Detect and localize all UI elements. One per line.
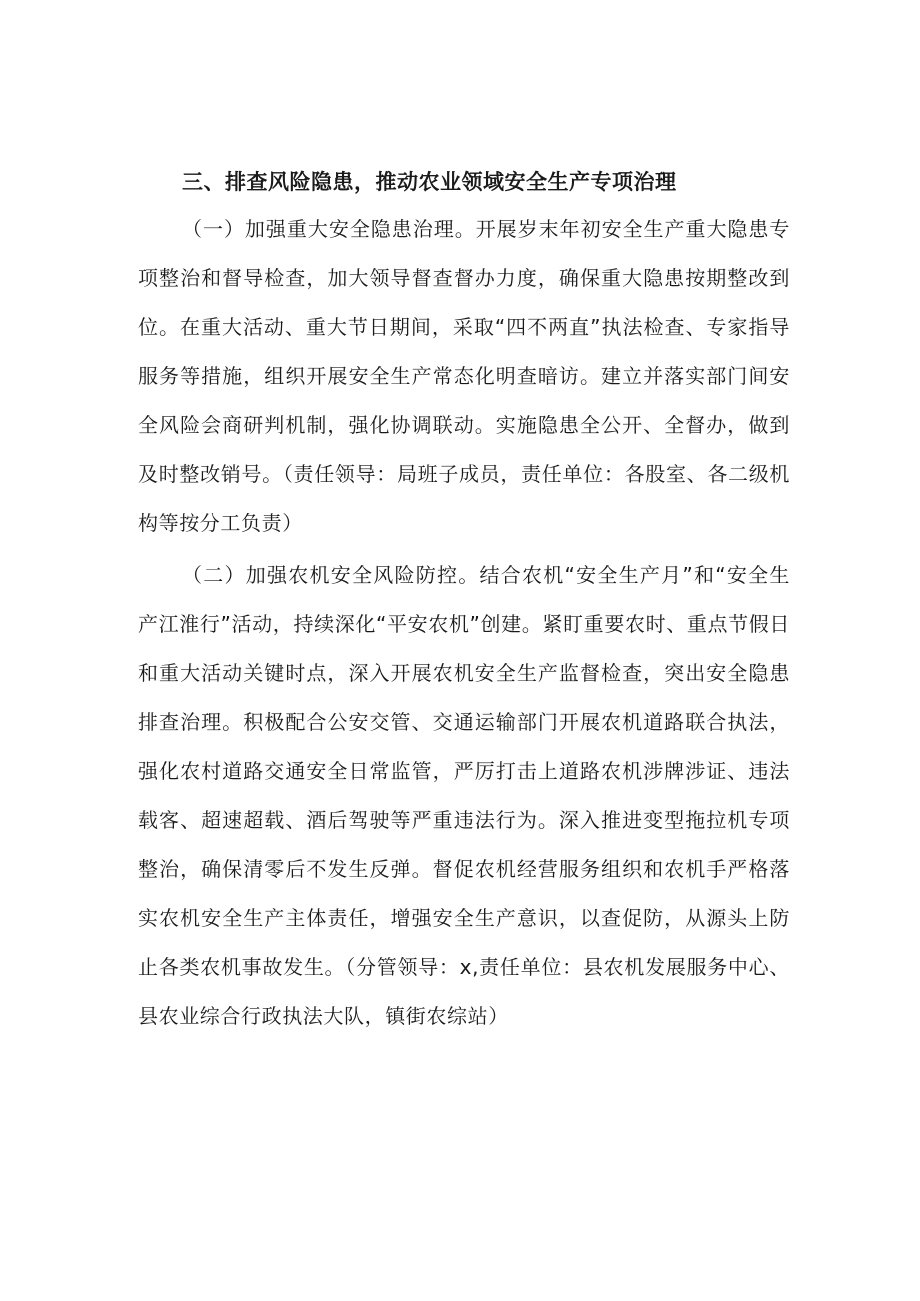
document-body <box>138 163 790 1044</box>
section-heading: 三、排查风险隐患，推动农业领域安全生产专项治理 <box>182 170 677 194</box>
paragraph-2: （二）加强农机安全风险防控。结合农机“安全生产月”和“安全生产江淮行”活动，持续深化“平安农机”创建。紧盯重要农时、重点节假日和重大活动关键时点，深入开展农机安全生产监督检查，突出安全隐患排查治理。积极配合公安交管、交通运输部门开展农机道路联合执法，强化农村道路交通安全日常监管，严厉打击上道路农机涉牌涉证、违法载客、超速超载、酒后驾驶等严重违法行为。深入推进变型拖拉机专项整治，确保清零后不发生反弹。督促农机经营服务组织和农机手严格落实农机安全生产主体责任，增强安全生产意识，以查促防，从源头上防止各类农机事故发生。（分管领导：x,责任单位：县农机发展服务中心、县农业综合行政执法大队，镇街农综站） <box>138 563 790 1028</box>
paragraph-1: （一）加强重大安全隐患治理。开展岁末年初安全生产重大隐患专项整治和督导检查，加大领导督查督办力度，确保重大隐患按期整改到位。在重大活动、重大节日期间，采取“四不两直”执法检查、专家指导服务等措施，组织开展安全生产常态化明查暗访。建立并落实部门间安全风险会商研判机制，强化协调联动。实施隐患全公开、全督办，做到及时整改销号。（责任领导：局班子成员，责任单位：各股室、各二级机构等按分工负责） <box>138 217 790 535</box>
